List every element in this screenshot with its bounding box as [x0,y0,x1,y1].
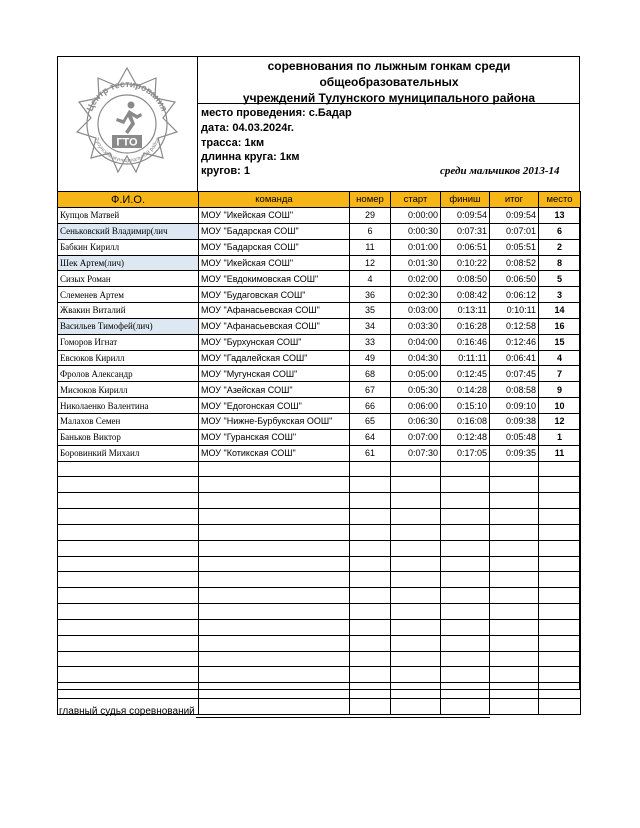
empty-row [58,509,581,525]
row-start: 0:07:30 [391,445,441,461]
empty-cell [539,509,581,525]
row-name: Баньков Виктор [58,429,199,445]
empty-cell [199,461,350,477]
row-team: МОУ "Котикская СОШ" [199,445,350,461]
empty-cell [350,667,391,683]
row-start: 0:01:00 [391,239,441,255]
empty-cell [350,572,391,588]
empty-cell [391,604,441,620]
row-number: 36 [350,287,391,303]
empty-cell [58,683,199,699]
row-finish: 0:14:28 [441,382,490,398]
row-number: 49 [350,350,391,366]
empty-cell [490,635,539,651]
row-place: 13 [539,208,581,224]
empty-cell [199,619,350,635]
empty-cell [350,683,391,699]
logo-cell [57,56,198,191]
row-team: МОУ "Едогонская СОШ" [199,398,350,414]
empty-cell [490,588,539,604]
row-name: Слеменев Артем [58,287,199,303]
empty-cell [441,556,490,572]
empty-cell [350,493,391,509]
empty-cell [441,540,490,556]
empty-cell [350,635,391,651]
empty-cell [441,588,490,604]
category-text: среди мальчиков 2013-14 [440,165,560,177]
row-number: 67 [350,382,391,398]
empty-cell [441,572,490,588]
table-row [58,445,581,461]
track-text: трасса: 1км [201,137,265,149]
row-name: Фролов Александр [58,366,199,382]
empty-cell [199,493,350,509]
row-team: МОУ "Бадарская СОШ" [199,223,350,239]
row-place: 5 [539,271,581,287]
page-title [198,58,580,106]
row-finish: 0:09:54 [441,208,490,224]
empty-cell [490,493,539,509]
row-result: 0:12:58 [490,318,539,334]
row-number: 35 [350,303,391,319]
empty-cell [391,572,441,588]
row-name: Гоморов Игнат [58,334,199,350]
empty-cell [441,667,490,683]
table-row [58,382,581,398]
row-finish: 0:08:50 [441,271,490,287]
col-header-finish: финиш [441,192,490,208]
row-result: 0:08:58 [490,382,539,398]
row-finish: 0:11:11 [441,350,490,366]
row-result: 0:05:48 [490,429,539,445]
empty-cell [539,493,581,509]
empty-cell [441,604,490,620]
empty-cell [391,619,441,635]
empty-cell [391,524,441,540]
empty-cell [539,540,581,556]
empty-cell [539,461,581,477]
gto-logo [57,56,197,191]
empty-cell [441,699,490,715]
row-result: 0:09:10 [490,398,539,414]
row-finish: 0:07:31 [441,223,490,239]
row-result: 0:12:46 [490,334,539,350]
empty-cell [199,477,350,493]
empty-cell [441,635,490,651]
empty-row [58,683,581,699]
empty-cell [350,604,391,620]
row-number: 29 [350,208,391,224]
row-start: 0:04:30 [391,350,441,366]
empty-cell [199,556,350,572]
row-name: Боровинкий Михаил [58,445,199,461]
empty-row [58,667,581,683]
empty-cell [539,572,581,588]
empty-cell [58,524,199,540]
row-team: МОУ "Бадарская СОШ" [199,239,350,255]
row-place: 6 [539,223,581,239]
logo-center-text: ГТО [116,136,138,149]
empty-cell [58,556,199,572]
col-header-team: команда [199,192,350,208]
table-row [58,255,581,271]
empty-cell [490,619,539,635]
row-number: 68 [350,366,391,382]
empty-cell [350,651,391,667]
empty-cell [441,683,490,699]
empty-row [58,540,581,556]
row-place: 14 [539,303,581,319]
row-start: 0:02:30 [391,287,441,303]
empty-cell [58,667,199,683]
empty-row [58,477,581,493]
row-finish: 0:10:22 [441,255,490,271]
empty-cell [441,524,490,540]
col-header-name: Ф.И.О. [58,192,199,208]
row-team: МОУ "Будаговская СОШ" [199,287,350,303]
empty-cell [350,524,391,540]
table-row [58,271,581,287]
row-name: Мисюков Кирилл [58,382,199,398]
row-team: МОУ "Нижне-Бурбукская ООШ" [199,413,350,429]
empty-cell [391,461,441,477]
row-number: 61 [350,445,391,461]
empty-cell [58,572,199,588]
empty-cell [490,667,539,683]
table-row [58,398,581,414]
table-header-row [58,192,581,208]
row-place: 3 [539,287,581,303]
row-number: 65 [350,413,391,429]
table-row [58,303,581,319]
row-team: МОУ "Евдокимовская СОШ" [199,271,350,287]
row-start: 0:04:00 [391,334,441,350]
empty-cell [441,651,490,667]
table-row [58,429,581,445]
table-row [58,318,581,334]
row-number: 11 [350,239,391,255]
row-name: Шек Артем(лич) [58,255,199,271]
laps-text: кругов: 1 [201,165,250,177]
empty-cell [490,524,539,540]
row-finish: 0:15:10 [441,398,490,414]
table-row [58,223,581,239]
empty-cell [199,699,350,715]
empty-cell [539,651,581,667]
empty-cell [539,556,581,572]
empty-cell [58,540,199,556]
table-row [58,413,581,429]
empty-cell [490,699,539,715]
row-team: МОУ "Икейская СОШ" [199,208,350,224]
table-row [58,366,581,382]
row-finish: 0:16:46 [441,334,490,350]
judge-label: главный судья соревнований [59,706,195,717]
results-table [57,191,581,715]
row-team: МОУ "Икейская СОШ" [199,255,350,271]
empty-cell [391,699,441,715]
row-place: 4 [539,350,581,366]
empty-row [58,619,581,635]
empty-row [58,493,581,509]
logo-arc-text: Центр тестирования [84,78,170,113]
row-finish: 0:06:51 [441,239,490,255]
empty-cell [441,619,490,635]
row-start: 0:02:00 [391,271,441,287]
row-number: 66 [350,398,391,414]
row-result: 0:06:50 [490,271,539,287]
row-team: МОУ "Азейская СОШ" [199,382,350,398]
row-place: 8 [539,255,581,271]
empty-cell [58,461,199,477]
empty-cell [391,635,441,651]
empty-cell [58,604,199,620]
title-line-1: соревнования по лыжным гонкам среди общеобразовательных [267,59,511,89]
empty-cell [539,699,581,715]
empty-cell [490,540,539,556]
empty-cell [199,588,350,604]
row-result: 0:06:41 [490,350,539,366]
empty-cell [490,477,539,493]
row-number: 6 [350,223,391,239]
row-finish: 0:08:42 [441,287,490,303]
empty-cell [539,588,581,604]
row-team: МОУ "Гадалейская СОШ" [199,350,350,366]
empty-cell [441,461,490,477]
row-start: 0:03:30 [391,318,441,334]
empty-cell [199,509,350,525]
empty-row [58,556,581,572]
title-line-2: учреждений Тулунского муниципального района [242,91,536,105]
row-name: Васильев Тимофей(лич) [58,318,199,334]
empty-cell [58,477,199,493]
svg-text:Центр тестирования [85,79,170,113]
empty-cell [391,493,441,509]
table-row [58,208,581,224]
empty-cell [539,683,581,699]
empty-row [58,588,581,604]
row-name: Сеньковский Владимир(лич [58,223,199,239]
empty-cell [441,493,490,509]
empty-cell [350,477,391,493]
row-result: 0:07:01 [490,223,539,239]
row-result: 0:06:12 [490,287,539,303]
runner-icon [116,102,142,135]
empty-cell [199,524,350,540]
empty-cell [350,699,391,715]
row-team: МОУ "Гуранская СОШ" [199,429,350,445]
row-finish: 0:12:48 [441,429,490,445]
row-start: 0:06:00 [391,398,441,414]
row-place: 1 [539,429,581,445]
empty-cell [391,667,441,683]
empty-cell [199,683,350,699]
date-text: дата: 04.03.2024г. [201,122,294,134]
empty-cell [539,667,581,683]
lap-length-text: длинна круга: 1км [201,151,300,163]
empty-cell [199,540,350,556]
table-row [58,287,581,303]
row-start: 0:05:00 [391,366,441,382]
empty-cell [391,477,441,493]
row-start: 0:01:30 [391,255,441,271]
empty-cell [58,588,199,604]
row-number: 12 [350,255,391,271]
row-start: 0:03:00 [391,303,441,319]
empty-row [58,651,581,667]
empty-cell [350,461,391,477]
empty-cell [391,540,441,556]
judge-signature-line [196,717,490,718]
empty-cell [490,572,539,588]
row-result: 0:09:35 [490,445,539,461]
empty-cell [490,509,539,525]
row-name: Малахов Семен [58,413,199,429]
row-result: 0:09:38 [490,413,539,429]
empty-cell [199,604,350,620]
row-start: 0:07:00 [391,429,441,445]
empty-cell [199,667,350,683]
empty-row [58,635,581,651]
empty-cell [539,524,581,540]
row-place: 9 [539,382,581,398]
empty-cell [539,635,581,651]
empty-cell [58,509,199,525]
empty-cell [539,619,581,635]
row-place: 15 [539,334,581,350]
row-finish: 0:17:05 [441,445,490,461]
empty-cell [350,509,391,525]
row-result: 0:08:52 [490,255,539,271]
empty-cell [490,651,539,667]
empty-cell [391,556,441,572]
logo-bottom-text: Тулунский муниципальный район [92,136,162,165]
empty-cell [391,651,441,667]
empty-cell [58,619,199,635]
row-result: 0:05:51 [490,239,539,255]
row-place: 11 [539,445,581,461]
row-name: Сизых Роман [58,271,199,287]
row-place: 16 [539,318,581,334]
empty-cell [350,540,391,556]
row-team: МОУ "Мугунская СОШ" [199,366,350,382]
row-result: 0:07:45 [490,366,539,382]
empty-row [58,461,581,477]
row-finish: 0:16:28 [441,318,490,334]
row-finish: 0:16:08 [441,413,490,429]
empty-cell [58,635,199,651]
row-finish: 0:13:11 [441,303,490,319]
empty-cell [199,572,350,588]
empty-cell [490,604,539,620]
empty-cell [490,556,539,572]
empty-cell [199,651,350,667]
empty-cell [391,683,441,699]
row-start: 0:00:00 [391,208,441,224]
empty-row [58,524,581,540]
row-start: 0:06:30 [391,413,441,429]
row-team: МОУ "Афанасьевская СОШ" [199,303,350,319]
col-header-result: итог [490,192,539,208]
empty-cell [391,588,441,604]
row-place: 7 [539,366,581,382]
row-team: МОУ "Бурхунская СОШ" [199,334,350,350]
row-place: 10 [539,398,581,414]
row-team: МОУ "Афанасьевская СОШ" [199,318,350,334]
empty-cell [490,683,539,699]
empty-cell [441,477,490,493]
row-result: 0:09:54 [490,208,539,224]
empty-cell [539,477,581,493]
row-start: 0:00:30 [391,223,441,239]
empty-cell [391,509,441,525]
row-name: Жвакин Виталий [58,303,199,319]
table-row [58,239,581,255]
empty-cell [539,604,581,620]
row-name: Евсюков Кирилл [58,350,199,366]
row-place: 2 [539,239,581,255]
table-row [58,334,581,350]
row-place: 12 [539,413,581,429]
col-header-place: место [539,192,581,208]
empty-cell [58,493,199,509]
col-header-start: старт [391,192,441,208]
empty-cell [199,635,350,651]
row-number: 33 [350,334,391,350]
row-number: 4 [350,271,391,287]
row-name: Николаенко Валентина [58,398,199,414]
empty-cell [58,651,199,667]
row-name: Купцов Матвей [58,208,199,224]
row-finish: 0:12:45 [441,366,490,382]
empty-cell [441,509,490,525]
empty-row [58,604,581,620]
table-row [58,350,581,366]
empty-cell [490,461,539,477]
row-number: 34 [350,318,391,334]
empty-cell [350,556,391,572]
venue-text: место проведения: с.Бадар [201,107,352,119]
empty-cell [350,619,391,635]
empty-row [58,572,581,588]
empty-cell [350,588,391,604]
row-name: Бабкин Кирилл [58,239,199,255]
col-header-number: номер [350,192,391,208]
row-start: 0:05:30 [391,382,441,398]
row-number: 64 [350,429,391,445]
row-result: 0:10:11 [490,303,539,319]
